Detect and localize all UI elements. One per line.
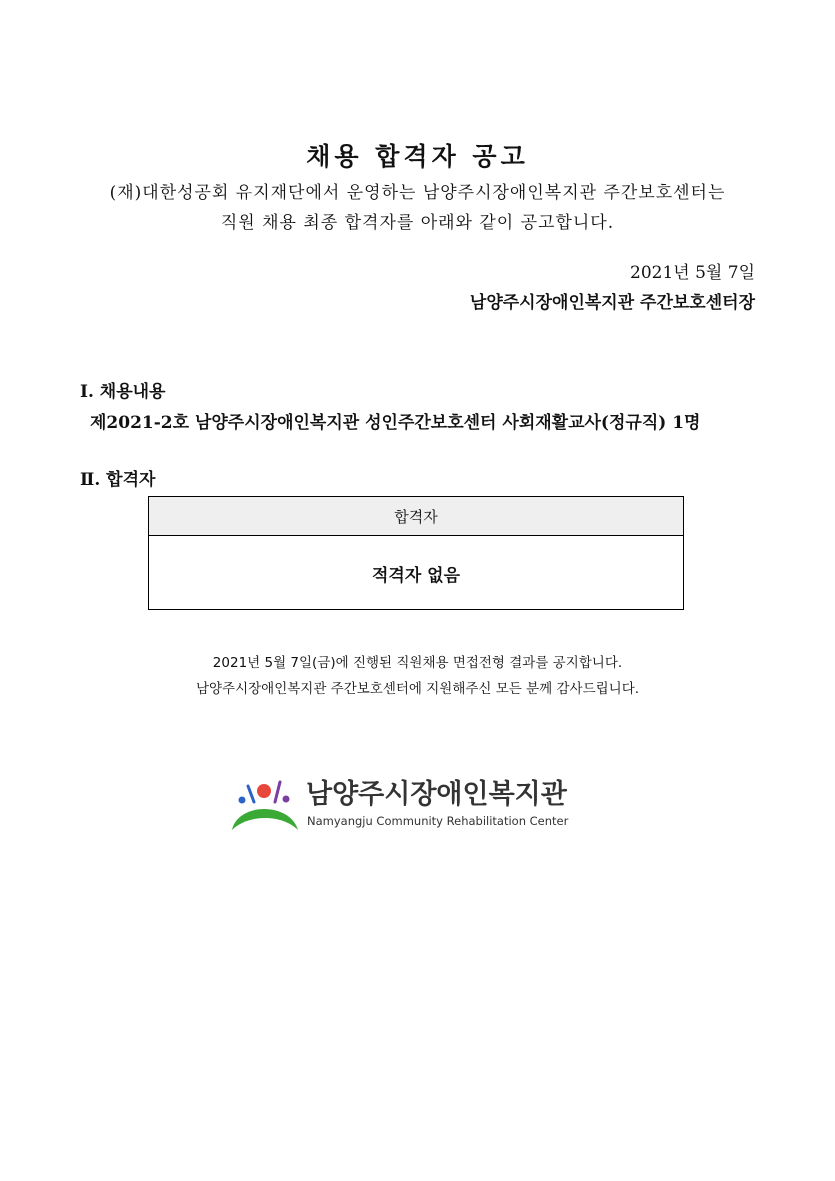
section-result-heading: Ⅱ. 합격자 (80, 470, 156, 490)
closing-line-2: 남양주시장애인복지관 주간보호센터에 지원해주신 모든 분께 감사드립니다. (195, 681, 640, 697)
intro-line-1: (재)대한성공회 유지재단에서 운영하는 남양주시장애인복지관 주간보호센터는 (109, 183, 726, 203)
center-logo (230, 772, 590, 836)
issuer-name: 남양주시장애인복지관 주간보호센터장 (469, 293, 755, 313)
section-recruitment-body: 제2021-2호 남양주시장애인복지관 성인주간보호센터 사회재활교사(정규직) 1명 (90, 413, 701, 433)
closing-line-1: 2021년 5월 7일(금)에 진행된 직원채용 면접전형 결과를 공지합니다. (212, 655, 623, 671)
page-title: 채용 합격자 공고 (306, 142, 529, 171)
notice-date: 2021년 5월 7일 (630, 263, 755, 283)
result-table (148, 496, 684, 610)
center-logo-name-ko: 남양주시장애인복지관 (306, 779, 567, 810)
result-table-value: 적격자 없음 (371, 565, 461, 586)
center-logo-name-en: Namyangju Community Rehabilitation Center (307, 814, 569, 828)
intro-line-2: 직원 채용 최종 합격자를 아래와 같이 공고합니다. (220, 213, 615, 233)
center-logo-icon (230, 772, 300, 834)
section-recruitment-heading: Ⅰ. 채용내용 (80, 382, 166, 402)
result-table-header: 합격자 (149, 497, 683, 536)
